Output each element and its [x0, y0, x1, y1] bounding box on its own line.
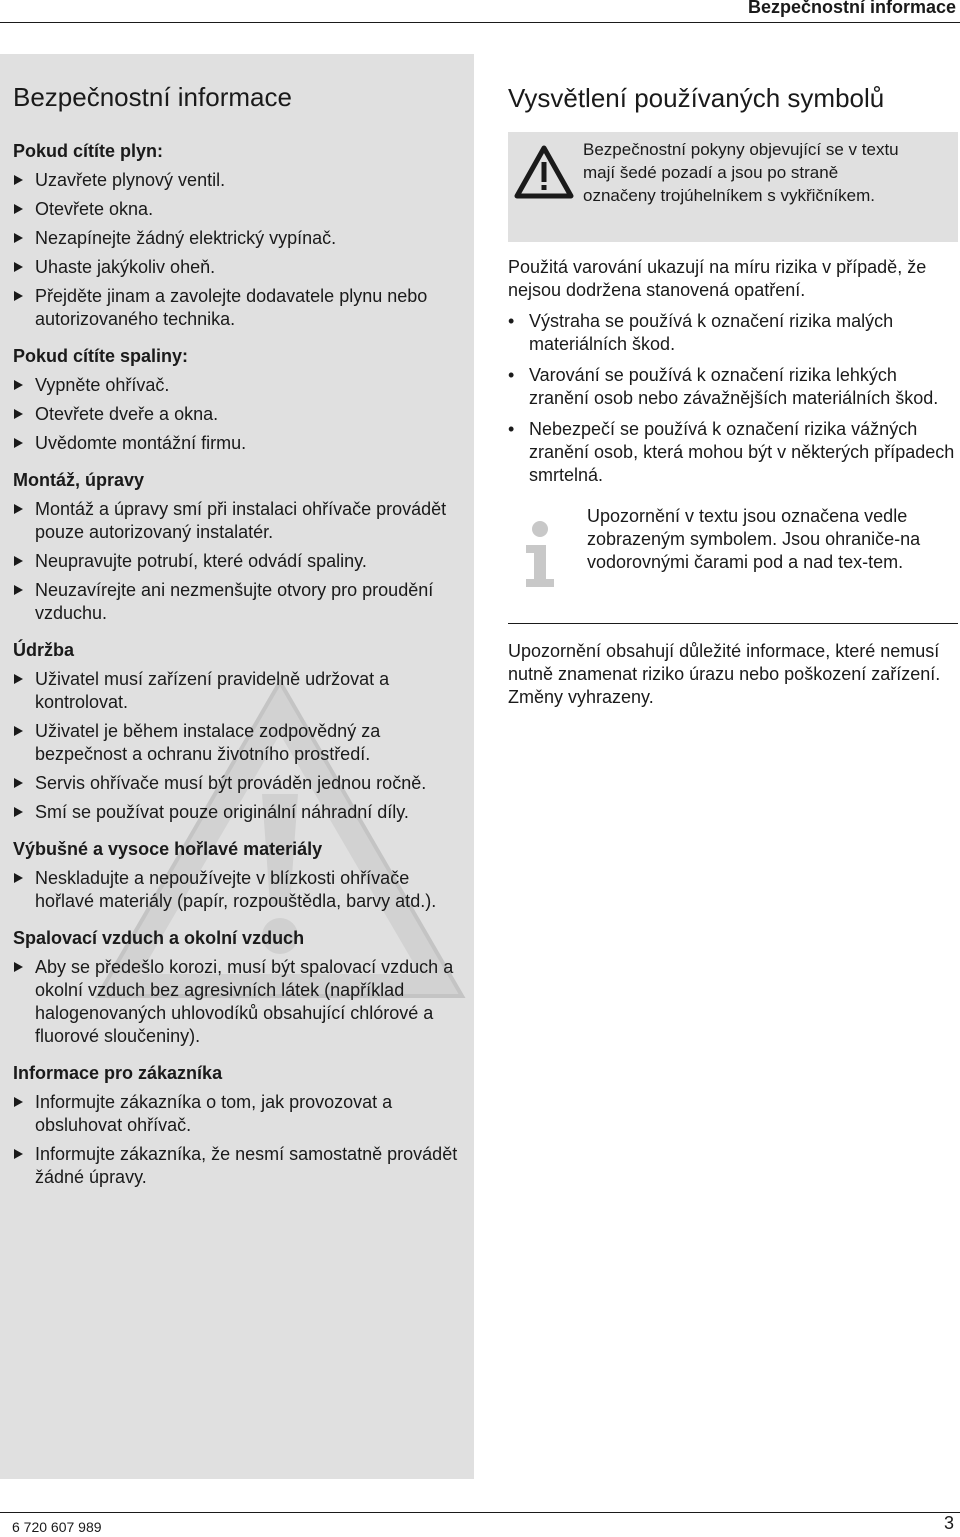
- safety-section: [13, 639, 468, 824]
- section-heading: Spalovací vzduch a okolní vzduch: [13, 928, 305, 948]
- list-item: • Výstraha se používá k označení rizika malých materiálních škod.: [508, 311, 894, 354]
- list-item: Uhaste jakýkoliv oheň.: [13, 256, 468, 279]
- risk-levels-list: [508, 310, 958, 487]
- page-number: 3: [943, 1513, 954, 1533]
- list-item: Neuzavírejte ani nezmenšujte otvory pro proudění vzduchu.: [13, 579, 468, 625]
- safety-section: [13, 469, 468, 625]
- list-item: Přejděte jinam a zavolejte dodavatele plynu nebo autorizovaného technika.: [13, 285, 468, 331]
- arrow-bullet-icon: [14, 1149, 23, 1159]
- warning-box-text: Bezpečnostní pokyny objevující se v textu mají šedé pozadí a jsou po straně označeny trojúhelníkem s vykřičníkem.: [583, 140, 899, 205]
- list-item: Nezapínejte žádný elektrický vypínač.: [13, 227, 468, 250]
- instruction-list: [13, 956, 468, 1048]
- safety-section: [13, 838, 468, 913]
- section-heading: Informace pro zákazníka: [13, 1063, 223, 1083]
- section-heading: Výbušné a vysoce hořlavé materiály: [13, 839, 323, 859]
- footer-rule: [0, 1512, 960, 1513]
- arrow-bullet-icon: [14, 1097, 23, 1107]
- list-item: Vypněte ohřívač.: [13, 374, 468, 397]
- section-heading: Montáž, úpravy: [13, 470, 145, 490]
- list-item: Uživatel je během instalace zodpovědný za bezpečnost a ochranu životního prostředí.: [13, 720, 468, 766]
- arrow-bullet-icon: [14, 674, 23, 684]
- info-icon: [518, 519, 562, 589]
- list-item: Uzavřete plynový ventil.: [13, 169, 468, 192]
- arrow-bullet-icon: [14, 778, 23, 788]
- info-box-text: Upozornění v textu jsou označena vedle zobrazeným symbolem. Jsou ohraniče-na vodorovnými čarami pod a nad tex-tem.: [587, 506, 921, 572]
- list-item: Neskladujte a nepoužívejte v blízkosti ohřívače hořlavé materiály (papír, rozpouštědla, barvy atd.).: [13, 867, 468, 913]
- safety-section: [13, 1062, 468, 1189]
- warning-example-box: [508, 132, 958, 242]
- list-item: Uživatel musí zařízení pravidelně udržovat a kontrolovat.: [13, 668, 468, 714]
- arrow-bullet-icon: [14, 556, 23, 566]
- note-text: Upozornění obsahují důležité informace, které nemusí nutně znamenat riziko úrazu nebo poškození zařízení.: [508, 641, 941, 684]
- changes-reserved: Změny vyhrazeny.: [508, 687, 654, 707]
- arrow-bullet-icon: [14, 438, 23, 448]
- info-example-box: [508, 501, 958, 624]
- arrow-bullet-icon: [14, 380, 23, 390]
- safety-panel: [0, 54, 474, 1479]
- arrow-bullet-icon: [14, 726, 23, 736]
- header-rule: [0, 22, 960, 23]
- document-number: 6 720 607 989: [12, 1519, 102, 1535]
- safety-section: [13, 140, 468, 331]
- symbols-column: [508, 82, 958, 717]
- arrow-bullet-icon: [14, 807, 23, 817]
- list-item: Servis ohřívače musí být prováděn jednou ročně.: [13, 772, 468, 795]
- section-heading: Údržba: [13, 640, 75, 660]
- list-item: Smí se používat pouze originální náhradní díly.: [13, 801, 468, 824]
- list-item: Aby se předešlo korozi, musí být spalovací vzduch a okolní vzduch bez agresivních látek (například halogenovaných uhlovodíků obsahující chlórové a fluorové sloučeniny).: [13, 956, 468, 1048]
- list-item: • Nebezpečí se používá k označení rizika vážných zranění osob, která mohou být v některých případech smrtelná.: [508, 419, 955, 485]
- arrow-bullet-icon: [14, 504, 23, 514]
- instruction-list: [13, 867, 468, 913]
- symbols-title: Vysvětlení používaných symbolů: [508, 83, 885, 113]
- arrow-bullet-icon: [14, 204, 23, 214]
- arrow-bullet-icon: [14, 233, 23, 243]
- safety-section: [13, 345, 468, 455]
- running-header: Bezpečnostní informace: [747, 0, 956, 17]
- arrow-bullet-icon: [14, 291, 23, 301]
- list-item: Otevřete dveře a okna.: [13, 403, 468, 426]
- arrow-bullet-icon: [14, 409, 23, 419]
- instruction-list: [13, 1091, 468, 1189]
- page-title: Bezpečnostní informace: [13, 82, 292, 112]
- instruction-list: [13, 374, 468, 455]
- instruction-list: [13, 668, 468, 824]
- list-item: • Varování se používá k označení rizika lehkých zranění osob nebo závažnějších materiálních škod.: [508, 365, 939, 408]
- list-item: Informujte zákazníka, že nesmí samostatně provádět žádné úpravy.: [13, 1143, 468, 1189]
- section-heading: Pokud cítíte plyn:: [13, 141, 164, 161]
- list-item: Montáž a úpravy smí při instalaci ohřívače provádět pouze autorizovaný instalatér.: [13, 498, 468, 544]
- list-item: Neupravujte potrubí, které odvádí spaliny.: [13, 550, 468, 573]
- list-item: Otevřete okna.: [13, 198, 468, 221]
- list-item: Informujte zákazníka o tom, jak provozovat a obsluhovat ohřívač.: [13, 1091, 468, 1137]
- warnings-intro: Použitá varování ukazují na míru rizika v případě, že nejsou dodržena stanovená opatření.: [508, 257, 927, 300]
- arrow-bullet-icon: [14, 262, 23, 272]
- instruction-list: [13, 169, 468, 331]
- arrow-bullet-icon: [14, 585, 23, 595]
- arrow-bullet-icon: [14, 175, 23, 185]
- list-item: Uvědomte montážní firmu.: [13, 432, 468, 455]
- safety-section: [13, 927, 468, 1048]
- safety-content: [13, 81, 468, 1203]
- section-heading: Pokud cítíte spaliny:: [13, 346, 189, 366]
- arrow-bullet-icon: [14, 962, 23, 972]
- warning-triangle-icon: [514, 144, 574, 200]
- instruction-list: [13, 498, 468, 625]
- arrow-bullet-icon: [14, 873, 23, 883]
